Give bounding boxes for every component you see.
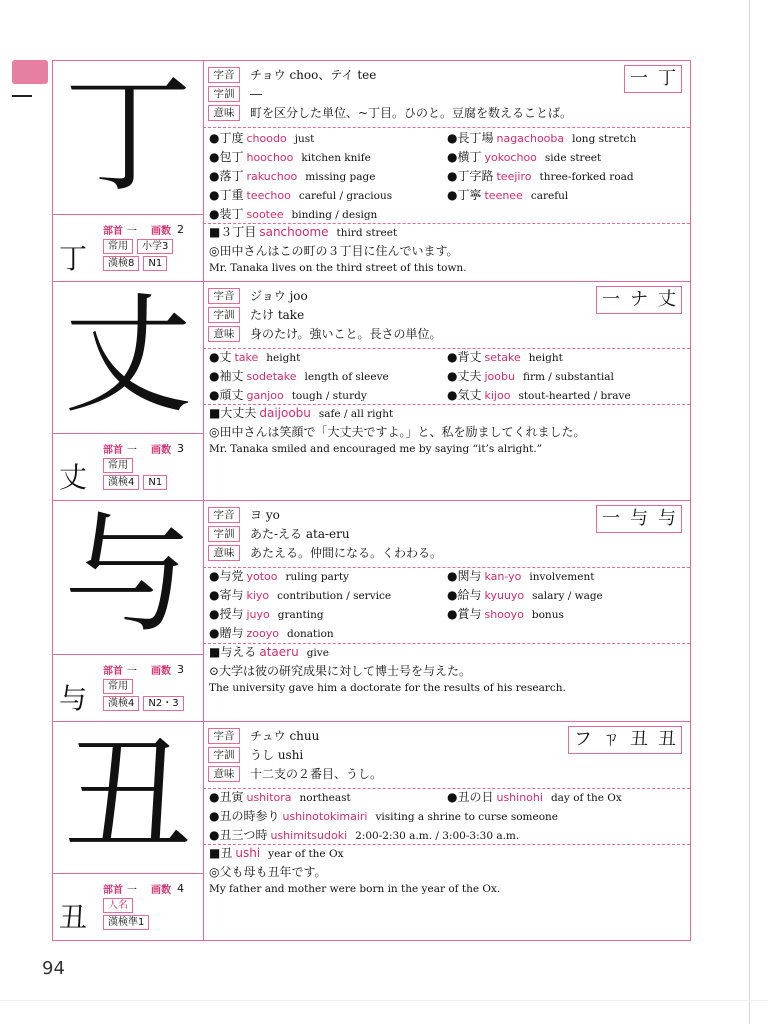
kanji-entry [53,722,690,940]
kanji-info-lines [103,221,184,272]
vocab-item: ●賞与 shooyo bonus [447,607,564,621]
kanken-pill: 漢検4 [103,475,139,490]
kunyomi-label: 字訓 [208,307,240,323]
vocab-item: ●丈夫 joobu firm / substantial [447,369,614,383]
strokes-label: 画数 [151,666,171,677]
jlpt-pill: N2・3 [143,696,183,711]
page-edge [749,0,750,1024]
vocab-item: ●気丈 kijoo stout-hearted / brave [447,388,631,402]
example-word: ■丑 ushi year of the Ox [209,846,344,860]
kunyomi-label: 字訓 [208,526,240,542]
kanji-info-lines [103,440,184,491]
kunyomi-value: あた-える ata-eru [250,527,350,541]
vocab-item: ●贈与 zooyo donation [209,626,334,640]
vocab-item: ●丈 take height [209,350,301,364]
small-kanji: 与 [59,682,88,715]
stroke-step: 丁 [658,68,676,89]
vocab-item: ●寄与 kiyo contribution / service [209,588,392,602]
vocab-item: ●丑の時参り ushinotokimairi visiting a shrine to curse someone [209,809,559,823]
kanji-info-box [53,433,203,500]
divider [203,127,690,128]
strokes-value: 3 [177,442,184,455]
large-kanji: 丈 [63,282,192,431]
radical-label: 部首 [103,226,123,237]
stroke-step: 与 [658,508,676,529]
example-sentence-en: The university gave him a doctorate for the results of his research. [209,682,566,694]
onyomi-label: 字音 [208,288,240,304]
kanji-info-box [53,214,203,281]
meaning-label: 意味 [208,766,240,782]
kanji-entries [52,60,691,941]
vocab-item: ●頑丈 ganjoo tough / sturdy [209,388,367,402]
strokes-label: 画数 [151,445,171,456]
vocab-item: ●袖丈 sodetake length of sleeve [209,369,389,383]
large-kanji: 与 [63,501,192,650]
grade-pill: 常用 [103,458,133,473]
kanji-right-column [203,722,690,940]
kanji-left-column [53,501,204,721]
example-block [209,404,686,457]
kanji-info-box [53,654,203,721]
onyomi-label: 字音 [208,728,240,744]
school-grade-pill: 小学3 [137,239,173,254]
meaning-value: あたえる。仲間になる。くわわる。 [250,546,443,560]
kanji-left-column [53,61,204,281]
meaning-value: 十二支の２番目、うし。 [250,767,383,781]
strokes-value: 2 [177,223,184,236]
kanken-pill: 漢検8 [103,256,139,271]
example-word: ■与える ataeru give [209,645,329,659]
radical-label: 部首 [103,885,123,896]
radical-value: 一 [127,666,137,677]
strokes-value: 4 [177,882,184,895]
kanji-right-column [203,61,690,281]
kanji-entry [53,61,690,282]
readings [208,505,442,562]
kunyomi-label: 字訓 [208,747,240,763]
chapter-tab-marker [12,60,48,84]
vocab-item: ●落丁 rakuchoo missing page [209,169,376,183]
onyomi-label: 字音 [208,67,240,83]
onyomi-value: ヨ yo [250,508,280,522]
onyomi-value: チュウ chuu [250,729,320,743]
stroke-step: 丑 [658,729,676,750]
kanji-left-column [53,722,204,940]
radical-value: 一 [127,445,137,456]
grade-pill: 常用 [103,679,133,694]
example-sentence-en: Mr. Tanaka smiled and encouraged me by saying “it’s alright.” [209,443,543,455]
example-block [209,844,686,897]
kanji-right-column [203,501,690,721]
strokes-label: 画数 [151,885,171,896]
strokes-value: 3 [177,663,184,676]
stroke-order [568,726,682,754]
large-kanji: 丁 [63,61,192,210]
radical-index-mark [12,95,32,97]
stroke-order [624,65,682,93]
meaning-label: 意味 [208,545,240,561]
stroke-step: 一 [630,68,648,89]
stroke-step: ナ [630,289,648,310]
example-sentence-en: Mr. Tanaka lives on the third street of this town. [209,262,467,274]
jlpt-pill: N1 [143,256,167,271]
grade-pill: 人名 [103,898,133,913]
kanji-info-lines [103,880,184,931]
vocab-item: ●丁重 teechoo careful / gracious [209,188,393,202]
example-block [209,223,686,276]
radical-value: 一 [127,226,137,237]
readings [208,286,442,343]
example-word: ■３丁目 sanchoome third street [209,225,398,239]
stroke-step: ㄗ [602,729,620,750]
grade-pill: 常用 [103,239,133,254]
example-word: ■大丈夫 daijoobu safe / all right [209,406,394,420]
vocab-item: ●包丁 hoochoo kitchen knife [209,150,371,164]
radical-value: 一 [127,885,137,896]
onyomi-label: 字音 [208,507,240,523]
small-kanji: 丁 [59,242,88,275]
stroke-step: 一 [602,289,620,310]
stroke-step: 丑 [630,729,648,750]
example-sentence-jp: ◎父も母も丑年です。 [209,865,327,879]
small-kanji: 丈 [59,461,88,494]
vocab-item: ●丁字路 teejiro three-forked road [447,169,634,183]
meaning-label: 意味 [208,105,240,121]
kanji-info-lines [103,661,184,712]
radical-label: 部首 [103,445,123,456]
kanji-left-column [53,282,204,500]
example-sentence-jp: ◎田中さんはこの町の３丁目に住んでいます。 [209,244,459,258]
example-sentence-en: My father and mother were born in the year of the Ox. [209,883,501,895]
stroke-step: 一 [602,508,620,529]
meaning-value: 町を区分した単位、~丁目。ひのと。豆腐を数えることば。 [250,106,573,120]
kanji-info-box [53,873,203,940]
kanji-entry [53,501,690,722]
vocab-item: ●丑の日 ushinohi day of the Ox [447,790,622,804]
vocab-item: ●長丁場 nagachooba long stretch [447,131,637,145]
kunyomi-value: ― [250,86,262,101]
vocab-item: ●背丈 setake height [447,350,563,364]
strokes-label: 画数 [151,226,171,237]
kanji-entry [53,282,690,501]
vocab-item: ●横丁 yokochoo side street [447,150,602,164]
stroke-step: フ [574,729,592,750]
vocab-item: ●丁度 choodo just [209,131,315,145]
page-bottom-edge [0,1000,768,1001]
vocab-item: ●丑寅 ushitora northeast [209,790,351,804]
kanken-pill: 漢検4 [103,696,139,711]
kunyomi-label: 字訓 [208,86,240,102]
meaning-label: 意味 [208,326,240,342]
large-kanji: 丑 [63,722,192,871]
kanken-pill: 漢検準1 [103,915,149,930]
vocab-item: ●丑三つ時 ushimitsudoki 2:00-2:30 a.m. / 3:00-3:30 a.m. [209,828,520,842]
kunyomi-value: たけ take [250,308,305,322]
vocab-item: ●与党 yotoo ruling party [209,569,349,583]
stroke-order [596,286,682,314]
example-sentence-jp: ⊙大学は彼の研究成果に対して博士号を与えた。 [209,664,472,678]
onyomi-value: チョウ choo、テイ tee [250,68,377,82]
stroke-order [596,505,682,533]
kanji-right-column [203,282,690,500]
vocab-item: ●丁寧 teenee careful [447,188,569,202]
page-number: 94 [42,958,65,979]
stroke-step: 丈 [658,289,676,310]
readings [208,726,382,783]
onyomi-value: ジョウ joo [250,289,308,303]
example-block [209,643,686,696]
kunyomi-value: うし ushi [250,748,304,762]
small-kanji: 丑 [59,901,88,934]
meaning-value: 身のたけ。強いこと。長さの単位。 [250,327,442,341]
readings [208,65,572,122]
example-sentence-jp: ◎田中さんは笑顔で「大丈夫ですよ。」と、私を励ましてくれました。 [209,425,586,439]
vocab-item: ●授与 juyo granting [209,607,324,621]
vocab-item: ●装丁 sootee binding / design [209,207,378,221]
jlpt-pill: N1 [143,475,167,490]
vocab-item: ●給与 kyuuyo salary / wage [447,588,603,602]
stroke-step: 与 [630,508,648,529]
radical-label: 部首 [103,666,123,677]
vocab-item: ●関与 kan-yo involvement [447,569,595,583]
